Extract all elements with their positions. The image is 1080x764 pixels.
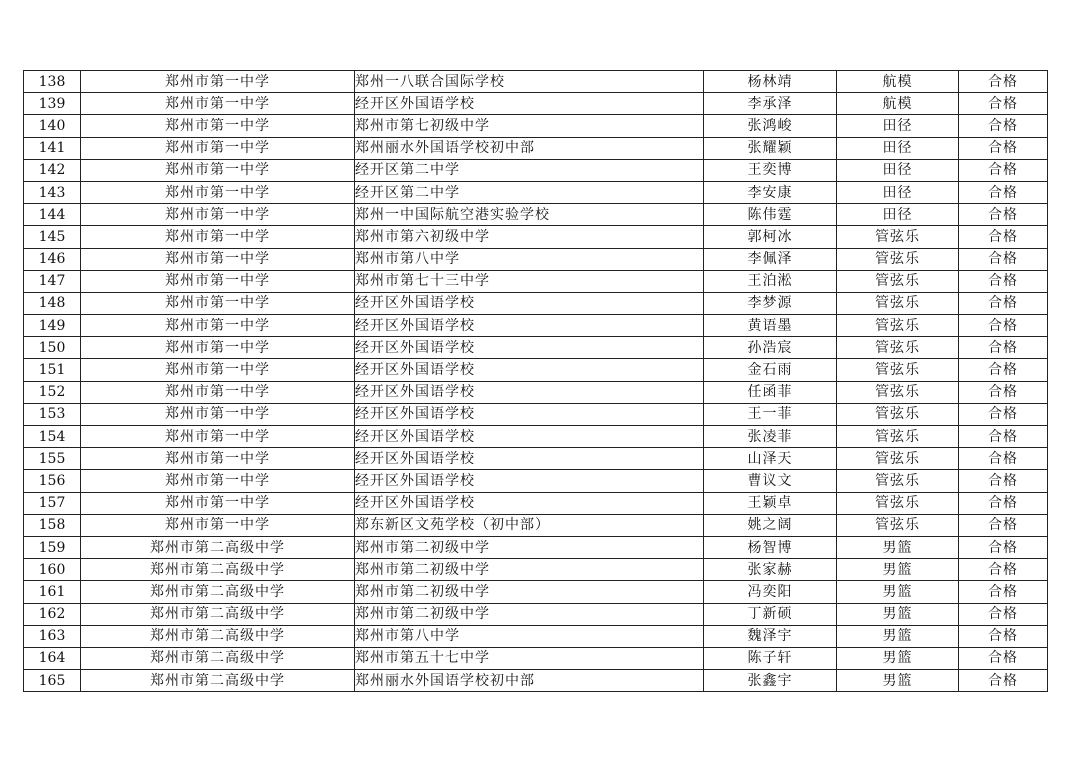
table-row [24,470,1048,492]
origin-school: 郑州市第二初级中学 [355,603,704,625]
admitting-school: 郑州市第一中学 [81,71,355,93]
table-row [24,248,1048,270]
row-number: 154 [24,426,81,448]
student-name: 魏泽宇 [704,625,837,647]
admitting-school: 郑州市第二高级中学 [81,670,355,692]
table-row [24,581,1048,603]
table-row [24,270,1048,292]
student-name: 王奕博 [704,159,837,181]
student-name: 张鸿峻 [704,115,837,137]
student-name: 郭柯冰 [704,226,837,248]
specialty-item: 男篮 [837,647,959,669]
result-status: 合格 [959,292,1048,314]
admitting-school: 郑州市第二高级中学 [81,647,355,669]
student-name: 王颖卓 [704,492,837,514]
specialty-item: 男篮 [837,559,959,581]
admitting-school: 郑州市第二高级中学 [81,603,355,625]
result-status: 合格 [959,625,1048,647]
row-number: 148 [24,292,81,314]
admitting-school: 郑州市第一中学 [81,181,355,203]
result-status: 合格 [959,226,1048,248]
student-name: 张家赫 [704,559,837,581]
student-name: 张鑫宇 [704,670,837,692]
table-row [24,93,1048,115]
table-row [24,115,1048,137]
specialty-item: 管弦乐 [837,248,959,270]
admitting-school: 郑州市第二高级中学 [81,559,355,581]
result-status: 合格 [959,270,1048,292]
student-name: 杨林靖 [704,71,837,93]
origin-school: 郑州市第七初级中学 [355,115,704,137]
specialty-item: 田径 [837,181,959,203]
row-number: 142 [24,159,81,181]
row-number: 156 [24,470,81,492]
row-number: 158 [24,514,81,536]
specialty-item: 管弦乐 [837,315,959,337]
admitting-school: 郑州市第一中学 [81,226,355,248]
origin-school: 郑州一八联合国际学校 [355,71,704,93]
table-row [24,359,1048,381]
admitting-school: 郑州市第一中学 [81,159,355,181]
row-number: 159 [24,536,81,558]
admitting-school: 郑州市第一中学 [81,93,355,115]
result-status: 合格 [959,359,1048,381]
result-status: 合格 [959,71,1048,93]
admitting-school: 郑州市第一中学 [81,137,355,159]
student-name: 山泽天 [704,448,837,470]
specialty-item: 管弦乐 [837,270,959,292]
table-row [24,603,1048,625]
origin-school: 经开区外国语学校 [355,93,704,115]
admitting-school: 郑州市第一中学 [81,403,355,425]
row-number: 139 [24,93,81,115]
row-number: 162 [24,603,81,625]
row-number: 152 [24,381,81,403]
admitting-school: 郑州市第一中学 [81,514,355,536]
specialty-item: 田径 [837,115,959,137]
admitting-school: 郑州市第一中学 [81,315,355,337]
origin-school: 经开区外国语学校 [355,337,704,359]
origin-school: 经开区外国语学校 [355,426,704,448]
admitting-school: 郑州市第一中学 [81,248,355,270]
row-number: 147 [24,270,81,292]
origin-school: 郑州市第二初级中学 [355,559,704,581]
row-number: 157 [24,492,81,514]
table-row [24,71,1048,93]
result-status: 合格 [959,204,1048,226]
result-status: 合格 [959,248,1048,270]
row-number: 155 [24,448,81,470]
table-row [24,670,1048,692]
table-row [24,204,1048,226]
row-number: 143 [24,181,81,203]
student-name: 曹议文 [704,470,837,492]
result-status: 合格 [959,426,1048,448]
result-status: 合格 [959,470,1048,492]
specialty-item: 男篮 [837,536,959,558]
origin-school: 经开区外国语学校 [355,292,704,314]
specialty-item: 航模 [837,71,959,93]
student-name: 李安康 [704,181,837,203]
admitting-school: 郑州市第一中学 [81,359,355,381]
row-number: 138 [24,71,81,93]
student-name: 金石雨 [704,359,837,381]
student-name: 杨智博 [704,536,837,558]
student-name: 张凌菲 [704,426,837,448]
admitting-school: 郑州市第一中学 [81,470,355,492]
result-status: 合格 [959,536,1048,558]
row-number: 153 [24,403,81,425]
result-status: 合格 [959,315,1048,337]
origin-school: 经开区第二中学 [355,159,704,181]
origin-school: 经开区外国语学校 [355,381,704,403]
table-row [24,536,1048,558]
origin-school: 郑州市第二初级中学 [355,581,704,603]
origin-school: 经开区外国语学校 [355,448,704,470]
row-number: 145 [24,226,81,248]
admitting-school: 郑州市第一中学 [81,381,355,403]
student-name: 陈子轩 [704,647,837,669]
student-name: 王泊淞 [704,270,837,292]
specialty-item: 管弦乐 [837,292,959,314]
specialty-item: 男篮 [837,581,959,603]
specialty-item: 男篮 [837,625,959,647]
specialty-item: 管弦乐 [837,470,959,492]
table-row [24,181,1048,203]
row-number: 140 [24,115,81,137]
student-name: 王一菲 [704,403,837,425]
specialty-item: 管弦乐 [837,226,959,248]
result-status: 合格 [959,448,1048,470]
table-row [24,315,1048,337]
table-row [24,159,1048,181]
result-status: 合格 [959,492,1048,514]
table-row [24,292,1048,314]
origin-school: 经开区第二中学 [355,181,704,203]
result-status: 合格 [959,581,1048,603]
row-number: 160 [24,559,81,581]
result-status: 合格 [959,514,1048,536]
student-name: 李佩泽 [704,248,837,270]
table-row [24,337,1048,359]
student-name: 姚之阔 [704,514,837,536]
admitting-school: 郑州市第一中学 [81,448,355,470]
row-number: 149 [24,315,81,337]
row-number: 164 [24,647,81,669]
result-status: 合格 [959,337,1048,359]
origin-school: 经开区外国语学校 [355,359,704,381]
table-row [24,137,1048,159]
origin-school: 经开区外国语学校 [355,492,704,514]
table-row [24,625,1048,647]
result-status: 合格 [959,181,1048,203]
student-name: 孙浩宸 [704,337,837,359]
origin-school: 经开区外国语学校 [355,403,704,425]
row-number: 163 [24,625,81,647]
specialty-item: 管弦乐 [837,448,959,470]
origin-school: 郑州市第八中学 [355,248,704,270]
origin-school: 经开区外国语学校 [355,315,704,337]
origin-school: 郑东新区文苑学校（初中部） [355,514,704,536]
origin-school: 郑州市第七十三中学 [355,270,704,292]
student-name: 陈伟霆 [704,204,837,226]
specialty-item: 管弦乐 [837,426,959,448]
table-row [24,647,1048,669]
admitting-school: 郑州市第一中学 [81,426,355,448]
admitting-school: 郑州市第二高级中学 [81,625,355,647]
result-status: 合格 [959,647,1048,669]
table-row [24,403,1048,425]
origin-school: 郑州市第五十七中学 [355,647,704,669]
result-status: 合格 [959,115,1048,137]
row-number: 141 [24,137,81,159]
table-row [24,559,1048,581]
table-row [24,492,1048,514]
specialty-item: 航模 [837,93,959,115]
origin-school: 郑州市第六初级中学 [355,226,704,248]
result-status: 合格 [959,159,1048,181]
row-number: 150 [24,337,81,359]
specialty-item: 男篮 [837,603,959,625]
table-row [24,426,1048,448]
origin-school: 郑州市第二初级中学 [355,536,704,558]
specialty-item: 管弦乐 [837,514,959,536]
admitting-school: 郑州市第一中学 [81,204,355,226]
origin-school: 经开区外国语学校 [355,470,704,492]
table-row [24,514,1048,536]
row-number: 151 [24,359,81,381]
student-name: 任函菲 [704,381,837,403]
table-row [24,381,1048,403]
result-status: 合格 [959,559,1048,581]
row-number: 144 [24,204,81,226]
table-row [24,448,1048,470]
admitting-school: 郑州市第一中学 [81,115,355,137]
specialty-item: 管弦乐 [837,403,959,425]
row-number: 146 [24,248,81,270]
admitting-school: 郑州市第一中学 [81,492,355,514]
student-name: 李承泽 [704,93,837,115]
result-status: 合格 [959,603,1048,625]
student-name: 黄语墨 [704,315,837,337]
roster-body [24,71,1048,692]
result-status: 合格 [959,670,1048,692]
specialty-item: 田径 [837,137,959,159]
student-name: 李梦源 [704,292,837,314]
specialty-item: 男篮 [837,670,959,692]
table-row [24,226,1048,248]
origin-school: 郑州市第八中学 [355,625,704,647]
admitting-school: 郑州市第一中学 [81,292,355,314]
result-status: 合格 [959,403,1048,425]
result-status: 合格 [959,93,1048,115]
admitting-school: 郑州市第二高级中学 [81,536,355,558]
admitting-school: 郑州市第一中学 [81,270,355,292]
specialty-item: 田径 [837,204,959,226]
row-number: 165 [24,670,81,692]
specialty-item: 管弦乐 [837,337,959,359]
specialty-item: 田径 [837,159,959,181]
student-name: 丁新硕 [704,603,837,625]
row-number: 161 [24,581,81,603]
specialty-item: 管弦乐 [837,492,959,514]
roster-table [23,70,1048,692]
specialty-item: 管弦乐 [837,381,959,403]
admitting-school: 郑州市第一中学 [81,337,355,359]
result-status: 合格 [959,137,1048,159]
admitting-school: 郑州市第二高级中学 [81,581,355,603]
origin-school: 郑州丽水外国语学校初中部 [355,137,704,159]
result-status: 合格 [959,381,1048,403]
origin-school: 郑州丽水外国语学校初中部 [355,670,704,692]
specialty-item: 管弦乐 [837,359,959,381]
origin-school: 郑州一中国际航空港实验学校 [355,204,704,226]
student-name: 张耀颖 [704,137,837,159]
student-name: 冯奕阳 [704,581,837,603]
